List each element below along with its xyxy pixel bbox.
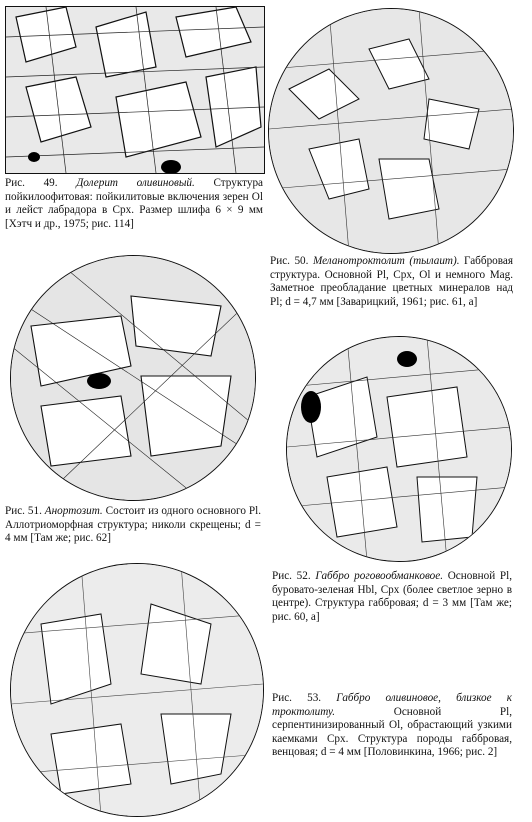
figure-50-caption: [270, 255, 513, 309]
figure-49-image: [5, 6, 265, 174]
figure-52-number: Рис. 52.: [272, 570, 311, 582]
figure-50-image: [268, 8, 514, 254]
figure-51-text: Состоит из одного основного Pl. Аллотриоморфная структура; николи скрещены; d = 4 мм [Там же; рис. 62]: [5, 505, 261, 545]
figure-50-number: Рис. 50.: [270, 255, 309, 267]
figure-49-number: Рис. 49.: [5, 177, 58, 189]
figure-49-micrograph: [6, 7, 264, 173]
figure-49-caption: [5, 177, 263, 231]
figure-53-caption: [272, 692, 512, 760]
figure-49-title: Долерит оливиновый.: [76, 177, 195, 189]
figure-49-text: Структура пойкилоофитовая: пойкилитовые включения зерен Ol и лейст лабрадора в Срх. Размер шлифа 6 × 9 мм [Хэтч и др., 1975; рис. 114]: [5, 177, 263, 230]
figure-51-title: Анортозит.: [44, 505, 103, 517]
figure-52-image: [286, 336, 512, 562]
figure-51-image: [10, 255, 256, 501]
figure-52-micrograph: [287, 337, 511, 561]
figure-53-number: Рис. 53.: [272, 692, 322, 704]
figure-52-title: Габбро роговообманковое.: [315, 570, 444, 582]
figure-50-title: Меланотроктолит (тылаит).: [312, 255, 460, 267]
figure-51-caption: [5, 505, 261, 546]
figure-53-image: [10, 563, 264, 817]
figure-50-text: Габбровая структура. Основной Pl, Срх, Ol и немного Mag. Заметное преобладание цветных минералов над Pl; d = 4,7 мм [Заварицкий, 1961; рис. 61, a]: [270, 255, 514, 308]
figure-52-caption: [272, 570, 512, 624]
figure-51-number: Рис. 51.: [5, 505, 42, 517]
figure-50-micrograph: [269, 9, 513, 253]
figure-53-micrograph: [11, 564, 263, 816]
figure-53-title: Габбро оливиновое, близкое к троктолиту.: [272, 692, 512, 718]
figure-52-text: Основной Pl, буровато-зеленая Hbl, Срх (более светлое зерно в центре). Структура габбровая; d = 3 мм [Там же; рис. 60, a]: [272, 570, 513, 623]
figure-53-text: Основной Pl, серпентинизированный Ol, обрастающий узкими каемками Срх. Структура породы габбровая, венцовая; d = 4 мм [Половинкина, 1966; рис. 2]: [272, 705, 512, 759]
figure-51-micrograph: [11, 256, 255, 500]
